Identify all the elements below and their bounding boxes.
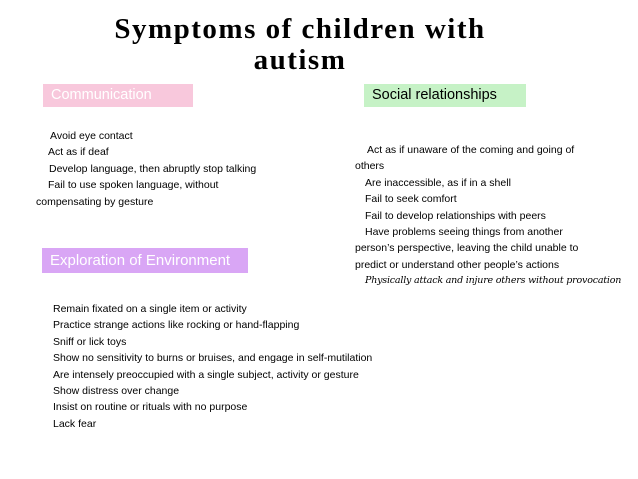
title-line-1: Symptoms of children with — [114, 13, 486, 45]
list-item: Insist on routine or rituals with no purpose — [53, 401, 248, 414]
list-item: Fail to use spoken language, without — [48, 179, 219, 192]
social-relationships-list — [355, 142, 622, 290]
list-item: Show no sensitivity to burns or bruises, and engage in self-mutilation — [53, 352, 373, 365]
list-item: predict or understand other people’s actions — [355, 258, 560, 271]
list-item: Remain fixated on a single item or activity — [53, 303, 247, 315]
exploration-list — [53, 301, 372, 432]
list-item: person’s perspective, leaving the child unable to — [355, 242, 579, 255]
list-item: Fail to seek comfort — [365, 193, 457, 206]
list-item: Develop language, then abruptly stop talking — [49, 162, 257, 175]
list-item: Fail to develop relationships with peers — [365, 209, 546, 222]
title-line-2: autism — [253, 44, 347, 76]
exploration-label: Exploration of Environment — [42, 248, 248, 273]
list-item: compensating by gesture — [36, 195, 154, 208]
communication-list — [36, 128, 256, 210]
list-item: Physically attack and injure others without provocation — [365, 275, 622, 287]
list-item: Practice strange actions like rocking or hand-flapping — [53, 319, 300, 332]
list-item: Avoid eye contact — [50, 130, 133, 142]
list-item: Act as if unaware of the coming and going of — [367, 144, 575, 156]
list-item: Sniff or lick toys — [53, 335, 127, 348]
list-item: Act as if deaf — [48, 146, 109, 159]
list-item: Show distress over change — [53, 385, 180, 398]
communication-label: Communication — [43, 84, 193, 107]
list-item: others — [355, 160, 385, 173]
slide-title — [60, 14, 540, 76]
list-item: Are inaccessible, as if in a shell — [365, 176, 511, 189]
list-item: Lack fear — [53, 417, 97, 430]
list-item: Are intensely preoccupied with a single subject, activity or gesture — [53, 368, 359, 381]
social-relationships-label: Social relationships — [364, 84, 526, 107]
list-item: Have problems seeing things from another — [365, 226, 563, 239]
